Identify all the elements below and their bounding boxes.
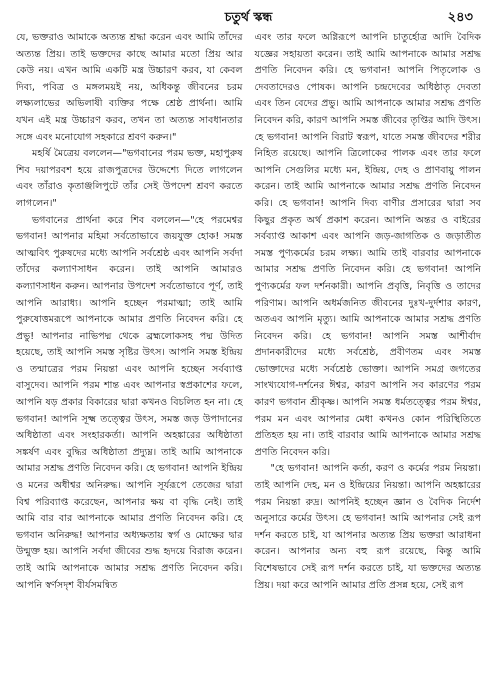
running-title: চতুর্থ স্কন্ধ (224, 9, 273, 24)
page-number: ২৪৩ (447, 10, 473, 25)
text-columns (16, 30, 481, 674)
paragraph: এবং তার ফলে অগ্নিরূপে আপনি চাতুর্হোত্র আদি বৈদিক যজ্ঞের সহায়তা করেন। তাই আমি আপনাকে আমার সশ্রদ্ধ প্রণতি নিবেদন করি। হে ভগবান! আপনি পিতৃলোক ও দেবতাদেরও পোষক। আপনি চন্দ্রদেবের অধিষ্ঠাতৃ দেবতা এবং তিন বেদের প্রভু। আমি আপনাকে আমার সশ্রদ্ধ প্রণতি নিবেদন করি, কারণ আপনি সমস্ত জীবের তৃপ্তির আদি উৎস। হে ভগবান! আপনি বিরাট স্বরূপ, যাতে সমস্ত জীবদের শরীর নিহিত রয়েছে। আপনি ত্রিলোকের পালক এবং তার ফলে আপনি সেগুলির মধ্যে মন, ইন্দ্রিয়, দেহ ও প্রাণবায়ু পালন করেন। তাই আমি আপনাকে আমার সশ্রদ্ধ প্রণতি নিবেদন করি। হে ভগবান! আপনি দিব্য বাণীর প্রসারের দ্বারা সব কিছুর প্রকৃত অর্থ প্রকাশ করেন। আপনি অন্তর ও বাইরের সর্বব্যাপ্ত আকাশ এবং আপনি জড়-জাগতিক ও জড়াতীত সমস্ত পুণ্যকর্মের চরম লক্ষ্য। আমি তাই বারবার আপনাকে আমার সশ্রদ্ধ প্রণতি নিবেদন করি। হে ভগবান! আপনি পুণ্যকর্মের ফল দর্শনকারী। আপনি প্রবৃত্তি, নিবৃত্তি ও তাদের পরিণাম। আপনি অধর্মজনিত জীবনের দুঃখ-দুর্দশার কারণ, অতএব আপনি মৃত্যু। আমি আপনাকে আমার সশ্রদ্ধ প্রণতি নিবেদন করি। হে ভগবান! আপনি সমস্ত আশীর্বাদ প্রদানকারীদের মধ্যে সর্বশ্রেষ্ঠ, প্রবীণতম এবং সমস্ত ভোক্তাদের মধ্যে সর্বশ্রেষ্ঠ ভোক্তা। আপনি সমগ্র জগতের সাংখ্যযোগ-দর্শনের ঈশ্বর, কারণ আপনি সব কারণের পরম কারণ ভগবান শ্রীকৃষ্ণ। আপনি সমস্ত ধর্মতত্ত্বের পরম ঈশ্বর, পরম মন এবং আপনার মেধা কখনও কোন পরিস্থিতিতে প্রতিহত হয় না। তাই বারবার আমি আপনাকে আমার সশ্রদ্ধ প্রণতি নিবেদন করি। (254, 32, 481, 458)
paragraph: যে, ভক্তরাও আমাকে অত্যন্ত শ্রদ্ধা করেন এবং আমি তাঁদের অত্যন্ত প্রিয়। তাই ভক্তদের কাছে আমার মতো প্রিয় আর কেউ নয়। এখন আমি একটি মন্ত্র উচ্চারণ করব, যা কেবল দিব্য, পবিত্র ও মঙ্গলময়ই নয়, অধিকন্তু জীবনের চরম লক্ষ্যলাভের অভিলাষী ব্যক্তির পক্ষে শ্রেষ্ঠ প্রার্থনা। আমি যখন এই মন্ত্র উচ্চারণ করব, তখন তা অত্যন্ত সাবধানতার সঙ্গে এবং মনোযোগ সহকারে শ্রবণ করুন।" (16, 32, 243, 143)
right-column (255, 30, 482, 674)
page-header (16, 0, 481, 30)
paragraph: মহর্ষি মৈত্রেয় বললেন—"ভগবানের পরম ভক্ত, মহাপুরুষ শিব দয়াপরবশ হয়ে রাজপুত্রদের উদ্দেশ্যে দিতে লাগলেন এবং তাঁরাও কৃতাঞ্জলিপুটে তাঁর সেই উপদেশ শ্রবণ করতে লাগলেন।" (16, 148, 243, 209)
left-column (16, 30, 243, 674)
paragraph: "হে ভগবান! আপনি কর্তা, করণ ও কর্মের পরম নিয়ন্তা। তাই আপনি দেহ, মন ও ইন্দ্রিয়ের নিয়ন্তা। আপনি অহঙ্কারের পরম নিয়ন্তা রুদ্র। আপনিই হচ্ছেন জ্ঞান ও বৈদিক নির্দেশ অনুসারে কর্মের উৎস। হে ভগবান! আমি আপনার সেই রূপ দর্শন করতে চাই, যা আপনার অত্যন্ত প্রিয় ভক্তরা আরাধনা করেন। আপনার অন্য বহু রূপ রয়েছে, কিন্তু আমি বিশেষভাবে সেই রূপ দর্শন করতে চাই, যা ভক্তদের অত্যন্ত প্রিয়। দয়া করে আপনি আমার প্রতি প্রসন্ন হয়ে, সেই রূপ (254, 463, 481, 591)
paragraph: ভগবানের প্রার্থনা করে শিব বললেন—"হে পরমেশ্বর ভগবান! আপনার মহিমা সর্বতোভাবে জয়যুক্ত হোক! সমস্ত আত্মবিৎ পুরুষদের মধ্যে আপনি সর্বশ্রেষ্ঠ এবং আপনি সর্বদা তাঁদের কল্যাণসাধন করেন। তাই আপনি আমারও কল্যাণসাধন করুন। আপনার উপদেশ সর্বতোভাবে পূর্ণ, তাই আপনি আরাধ্য। আপনি হচ্ছেন পরমাত্মা; তাই আমি পুরুষোত্তমরূপে আপনাকে আমার প্রণতি নিবেদন করি। হে প্রভু! আপনার নাভিপদ্ম থেকে ব্রহ্মলোকসহ পদ্ম উদিত হয়েছে, তাই আপনি সমস্ত সৃষ্টির উৎস। আপনি সমস্ত ইন্দ্রিয় ও তন্মাত্রের পরম নিয়ন্তা এবং আপনি হচ্ছেন সর্বব্যাপ্ত বাসুদেব। আপনি পরম শান্ত এবং আপনার স্বপ্রকাশের ফলে, আপনি ষড় প্রকার বিকারের দ্বারা কখনও বিচলিত হন না। হে ভগবান! আপনি সূক্ষ্ম তত্ত্বের উৎস, সমস্ত জড় উপাদানের অধিষ্ঠাতা এবং সংহারকর্তা। আপনি অহঙ্কারের অধিষ্ঠাতা সঙ্কর্ষণ এবং বুদ্ধির অধিষ্ঠাতা প্রদ্যুম্ন। তাই আমি আপনাকে আমার সশ্রদ্ধ প্রণতি নিবেদন করি। হে ভগবান! আপনি ইন্দ্রিয় ও মনের অধীশ্বর অনিরুদ্ধ। আপনি সূর্যরূপে তেজের দ্বারা বিশ্ব পরিব্যাপ্ত করেছেন, আপনার ক্ষয় বা বৃদ্ধি নেই। তাই আমি বার বার আপনাকে আমার প্রণতি নিবেদন করি। হে ভগবান অনিরুদ্ধ! আপনার অধ্যক্ষতায় স্বর্গ ও মোক্ষের দ্বার উন্মুক্ত হয়। আপনি সর্বদা জীবের শুদ্ধ হৃদয়ে বিরাজ করেন। তাই আমি আপনাকে আমার সশ্রদ্ধ প্রণতি নিবেদন করি। আপনি স্বর্ণসদৃশ বীর্যসমন্বিত (16, 214, 243, 591)
